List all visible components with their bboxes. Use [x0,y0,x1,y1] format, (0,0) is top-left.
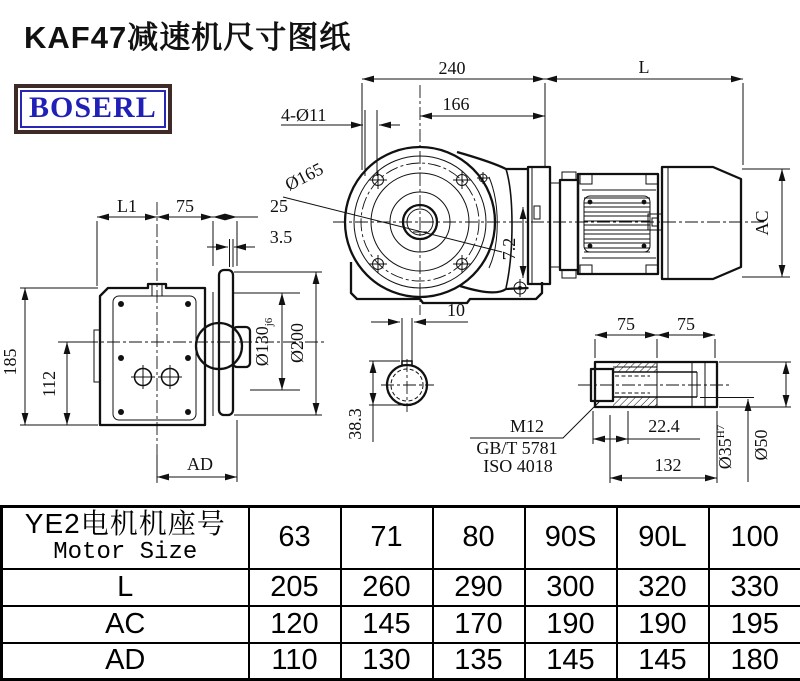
dim-38-3: 38.3 [345,408,365,440]
size-table [0,505,800,681]
table-row-L [2,569,800,606]
boserl-logo-text: BOSERL [20,90,166,128]
col-90s: 90S [525,507,617,569]
dim-d130: Ø130 [252,326,272,366]
dim-112: 112 [39,371,59,397]
dim-L: L [639,57,650,77]
dim-132: 132 [655,455,682,475]
cell-AC-71: 145 [341,606,433,643]
dim-10: 10 [447,300,465,320]
dim-75b: 75 [677,314,695,334]
cell-AD-71: 130 [341,643,433,680]
dim-d50: Ø50 [751,430,771,461]
dim-75a: 75 [617,314,635,334]
dim-d35-h7 [715,424,735,469]
dim-d35: Ø35 [715,438,735,469]
cell-L-80: 290 [433,569,525,606]
dim-AD: AD [187,454,213,474]
dim-4xd11: 4-Ø11 [281,105,326,125]
table-row-AD [2,643,800,680]
dim-d130-tol: j6 [263,317,275,327]
header-cn: YE2电机机座号 [3,509,248,540]
col-90l: 90L [617,507,709,569]
cell-AD-63: 110 [249,643,341,680]
dim-d130-j6 [252,317,275,366]
dim-AC: AC [752,210,772,235]
page-title: KAF47减速机尺寸图纸 [24,12,351,57]
hollow-shaft-view [591,362,717,407]
dim-d200: Ø200 [287,323,307,363]
cell-L-63: 205 [249,569,341,606]
dim-7-2: 7.2 [499,238,519,261]
cell-AD-90s: 145 [525,643,617,680]
cell-AC-80: 170 [433,606,525,643]
row-label-AC: AC [2,606,249,643]
dim-185: 185 [0,349,20,376]
table-header-row [2,507,800,569]
dim-22-4: 22.4 [648,416,680,436]
cell-AC-90l: 190 [617,606,709,643]
cell-AD-80: 135 [433,643,525,680]
dimension-labels [0,57,772,476]
table-header-motor-size [2,507,249,569]
dim-d165: Ø165 [282,159,327,195]
cell-AC-63: 120 [249,606,341,643]
col-71: 71 [341,507,433,569]
dim-25: 25 [270,196,288,216]
dim-L1: L1 [117,196,137,216]
dim-3-5: 3.5 [270,227,293,247]
dim-240: 240 [439,58,466,78]
side-view-plugs [131,365,182,389]
col-80: 80 [433,507,525,569]
side-view [94,270,250,425]
row-label-AD: AD [2,643,249,680]
cell-L-71: 260 [341,569,433,606]
note-iso4018: ISO 4018 [483,456,553,476]
dim-75-side: 75 [176,196,194,216]
table-row-AC [2,606,800,643]
dim-166: 166 [443,94,470,114]
header-en: Motor Size [3,540,248,566]
cell-L-90l: 320 [617,569,709,606]
dim-d35-tol: H7 [715,424,727,438]
note-m12: M12 [510,416,544,436]
cell-AD-100: 180 [709,643,800,680]
cell-L-90s: 300 [525,569,617,606]
col-100: 100 [709,507,800,569]
note-gb5781: GB/T 5781 [476,438,557,458]
row-label-L: L [2,569,249,606]
cell-AD-90l: 145 [617,643,709,680]
cell-AC-100: 195 [709,606,800,643]
col-63: 63 [249,507,341,569]
cell-L-100: 330 [709,569,800,606]
front-view [345,147,741,303]
cell-AC-90s: 190 [525,606,617,643]
